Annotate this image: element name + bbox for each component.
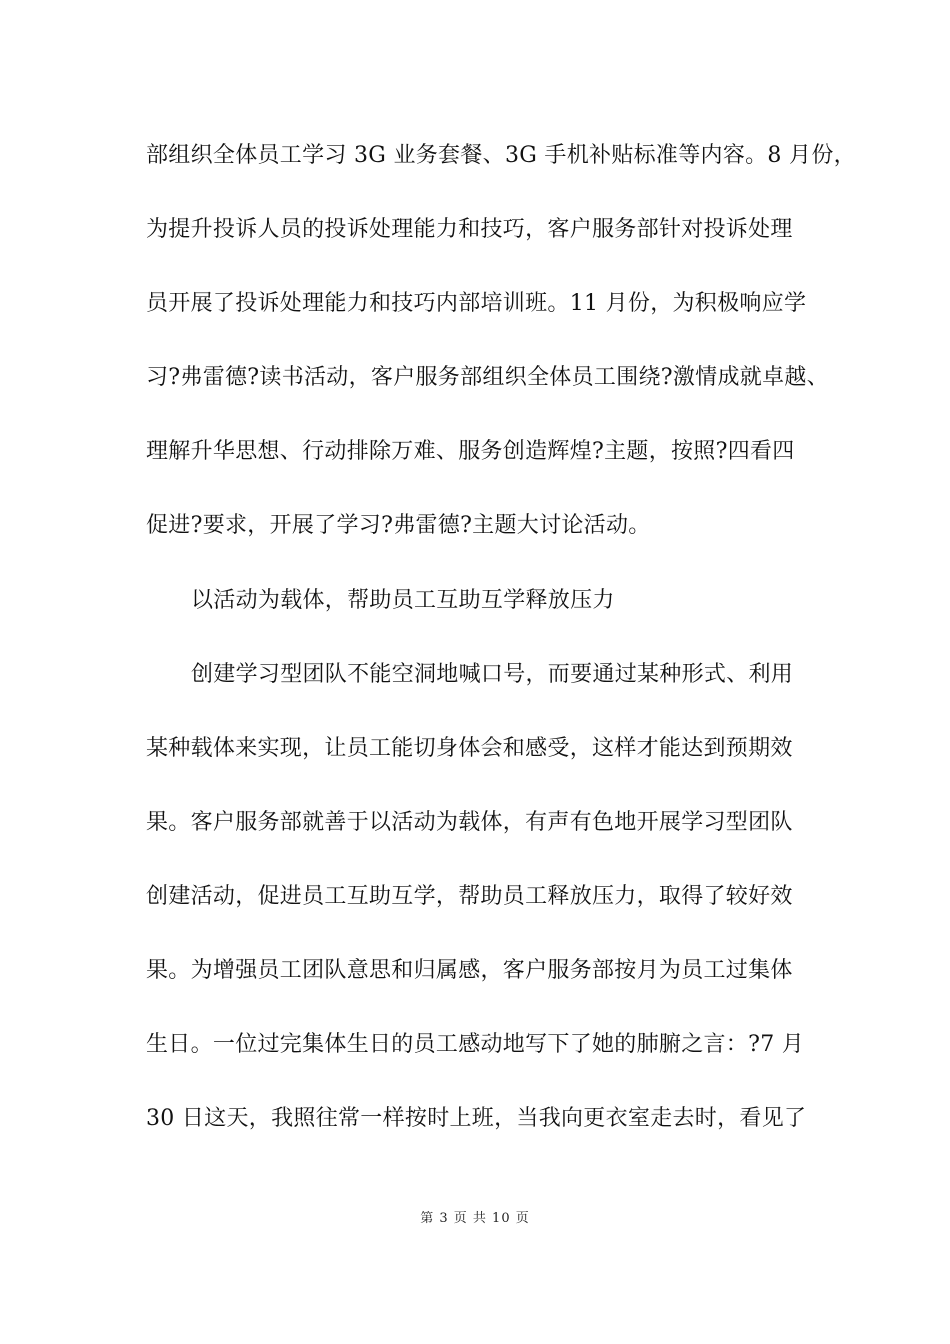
body-text-line: 30 日这天，我照往常一样按时上班，当我向更衣室走去时，看见了 [146, 1106, 807, 1131]
body-text-line: 为提升投诉人员的投诉处理能力和技巧，客户服务部针对投诉处理 [146, 217, 793, 242]
body-text-line: 促进?要求，开展了学习?弗雷德?主题大讨论活动。 [146, 513, 651, 538]
body-text-line: 创建学习型团队不能空洞地喊口号，而要通过某种形式、利用 [191, 662, 794, 687]
body-text-line: 员开展了投诉处理能力和技巧内部培训班。11 月份，为积极响应学 [146, 291, 807, 316]
body-text-line: 生日。一位过完集体生日的员工感动地写下了她的肺腑之言：?7 月 [146, 1032, 805, 1057]
section-heading: 以活动为载体，帮助员工互助互学释放压力 [191, 588, 615, 613]
body-text-line: 理解升华思想、行动排除万难、服务创造辉煌?主题，按照?四看四 [146, 439, 795, 464]
body-text-line: 果。客户服务部就善于以活动为载体，有声有色地开展学习型团队 [146, 810, 793, 835]
body-text-line: 部组织全体员工学习 3G 业务套餐、3G 手机补贴标准等内容。8 月份， [146, 143, 856, 168]
body-text-line: 果。为增强员工团队意思和归属感，客户服务部按月为员工过集体 [146, 958, 793, 983]
body-text-line: 创建活动，促进员工互助互学，帮助员工释放压力，取得了较好效 [146, 884, 793, 909]
body-text-line: 某种载体来实现，让员工能切身体会和感受，这样才能达到预期效 [146, 736, 793, 761]
page-number-footer: 第 3 页 共 10 页 [420, 1211, 530, 1226]
body-text-line: 习?弗雷德?读书活动，客户服务部组织全体员工围绕?激情成就卓越、 [146, 365, 829, 390]
